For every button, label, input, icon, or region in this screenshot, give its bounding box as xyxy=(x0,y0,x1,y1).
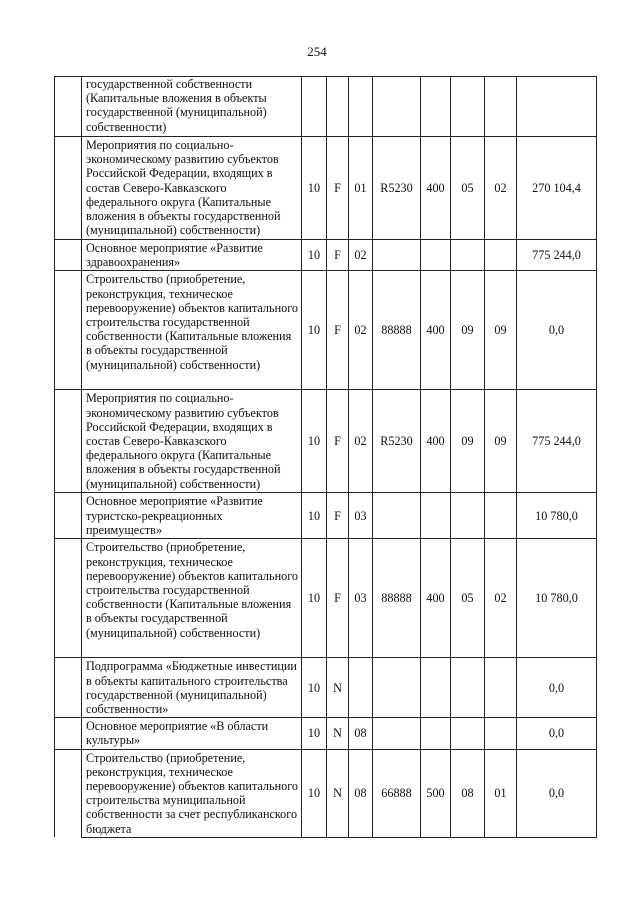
table-row xyxy=(55,539,597,658)
subsection-code: 02 xyxy=(485,539,517,658)
subsection-code xyxy=(485,240,517,271)
section-code: 09 xyxy=(451,390,485,493)
subprogram-code: 08 xyxy=(349,718,373,749)
program-code: F xyxy=(327,271,349,390)
amount-value xyxy=(517,77,597,137)
program-code: F xyxy=(327,137,349,240)
subprogram-code: 02 xyxy=(349,271,373,390)
item-name: Подпрограмма «Бюджетные инвестиции в объекты капитального строительства государственной (муниципальной) собственности» xyxy=(82,658,302,718)
blank-cell xyxy=(55,137,82,240)
table-row xyxy=(55,718,597,749)
expense-type-code xyxy=(421,493,451,539)
direction-code: 88888 xyxy=(373,539,421,658)
item-name: государственной собственности (Капитальные вложения в объекты государственной (муниципальной) собственности) xyxy=(82,77,302,137)
subprogram-code: 01 xyxy=(349,137,373,240)
subprogram-code: 03 xyxy=(349,493,373,539)
amount-value: 0,0 xyxy=(517,718,597,749)
subprogram-code xyxy=(349,77,373,137)
program-code: F xyxy=(327,493,349,539)
ministry-code: 10 xyxy=(302,240,327,271)
direction-code: 66888 xyxy=(373,749,421,837)
direction-code: R5230 xyxy=(373,390,421,493)
expense-type-code xyxy=(421,658,451,718)
item-name: Строительство (приобретение, реконструкция, техническое перевооружение) объектов капитального строительства государственной собственности (Капитальные вложения в объекты государственной (муниципальной) собственности) xyxy=(82,539,302,658)
section-code: 05 xyxy=(451,137,485,240)
direction-code: R5230 xyxy=(373,137,421,240)
table-row xyxy=(55,271,597,390)
table-row xyxy=(55,137,597,240)
subsection-code: 02 xyxy=(485,137,517,240)
subsection-code: 01 xyxy=(485,749,517,837)
table-row xyxy=(55,240,597,271)
program-code xyxy=(327,77,349,137)
section-code xyxy=(451,718,485,749)
table-row xyxy=(55,77,597,137)
expense-type-code: 400 xyxy=(421,137,451,240)
direction-code xyxy=(373,718,421,749)
subsection-code xyxy=(485,493,517,539)
item-name: Строительство (приобретение, реконструкция, техническое перевооружение) объектов капитального строительства муниципальной собственности за счет республиканского бюджета xyxy=(82,749,302,837)
blank-cell xyxy=(55,658,82,718)
subprogram-code: 03 xyxy=(349,539,373,658)
blank-cell xyxy=(55,539,82,658)
section-code: 09 xyxy=(451,271,485,390)
expense-type-code: 400 xyxy=(421,390,451,493)
expense-type-code: 400 xyxy=(421,539,451,658)
section-code xyxy=(451,493,485,539)
amount-value: 270 104,4 xyxy=(517,137,597,240)
item-name: Мероприятия по социально-экономическому развитию субъектов Российской Федерации, входящих в состав Северо-Кавказского федерального округа (Капитальные вложения в объекты государственной (муниципальной) собственности) xyxy=(82,390,302,493)
ministry-code: 10 xyxy=(302,718,327,749)
expense-type-code xyxy=(421,718,451,749)
subsection-code: 09 xyxy=(485,390,517,493)
ministry-code: 10 xyxy=(302,539,327,658)
direction-code xyxy=(373,658,421,718)
amount-value: 775 244,0 xyxy=(517,240,597,271)
section-code xyxy=(451,240,485,271)
expense-type-code xyxy=(421,240,451,271)
table-row xyxy=(55,749,597,837)
section-code: 08 xyxy=(451,749,485,837)
expense-type-code: 400 xyxy=(421,271,451,390)
blank-cell xyxy=(55,240,82,271)
ministry-code: 10 xyxy=(302,137,327,240)
item-name: Мероприятия по социально-экономическому развитию субъектов Российской Федерации, входящих в состав Северо-Кавказского федерального округа (Капитальные вложения в объекты государственной (муниципальной) собственности) xyxy=(82,137,302,240)
subprogram-code: 02 xyxy=(349,240,373,271)
subprogram-code: 02 xyxy=(349,390,373,493)
program-code: N xyxy=(327,718,349,749)
blank-cell xyxy=(55,77,82,137)
amount-value: 775 244,0 xyxy=(517,390,597,493)
program-code: N xyxy=(327,749,349,837)
ministry-code xyxy=(302,77,327,137)
table-row xyxy=(55,658,597,718)
program-code: F xyxy=(327,539,349,658)
item-name: Основное мероприятие «Развитие здравоохранения» xyxy=(82,240,302,271)
subprogram-code: 08 xyxy=(349,749,373,837)
blank-cell xyxy=(55,718,82,749)
program-code: F xyxy=(327,240,349,271)
blank-cell xyxy=(55,493,82,539)
section-code xyxy=(451,658,485,718)
program-code: F xyxy=(327,390,349,493)
direction-code xyxy=(373,493,421,539)
subsection-code xyxy=(485,718,517,749)
program-code: N xyxy=(327,658,349,718)
item-name: Основное мероприятие «В области культуры» xyxy=(82,718,302,749)
amount-value: 0,0 xyxy=(517,749,597,837)
table-row xyxy=(55,493,597,539)
direction-code xyxy=(373,240,421,271)
page-number: 254 xyxy=(307,44,327,59)
subsection-code xyxy=(485,77,517,137)
blank-cell xyxy=(55,749,82,837)
item-name: Основное мероприятие «Развитие туристско-рекреационных преимуществ» xyxy=(82,493,302,539)
table-row xyxy=(55,390,597,493)
amount-value: 10 780,0 xyxy=(517,539,597,658)
ministry-code: 10 xyxy=(302,493,327,539)
direction-code: 88888 xyxy=(373,271,421,390)
section-code: 05 xyxy=(451,539,485,658)
amount-value: 0,0 xyxy=(517,271,597,390)
subsection-code: 09 xyxy=(485,271,517,390)
ministry-code: 10 xyxy=(302,658,327,718)
amount-value: 0,0 xyxy=(517,658,597,718)
blank-cell xyxy=(55,390,82,493)
ministry-code: 10 xyxy=(302,390,327,493)
subsection-code xyxy=(485,658,517,718)
ministry-code: 10 xyxy=(302,271,327,390)
budget-table xyxy=(54,76,597,838)
ministry-code: 10 xyxy=(302,749,327,837)
blank-cell xyxy=(55,271,82,390)
section-code xyxy=(451,77,485,137)
expense-type-code: 500 xyxy=(421,749,451,837)
subprogram-code xyxy=(349,658,373,718)
direction-code xyxy=(373,77,421,137)
item-name: Строительство (приобретение, реконструкция, техническое перевооружение) объектов капитального строительства государственной собственности (Капитальные вложения в объекты государственной (муниципальной) собственности) xyxy=(82,271,302,390)
amount-value: 10 780,0 xyxy=(517,493,597,539)
expense-type-code xyxy=(421,77,451,137)
